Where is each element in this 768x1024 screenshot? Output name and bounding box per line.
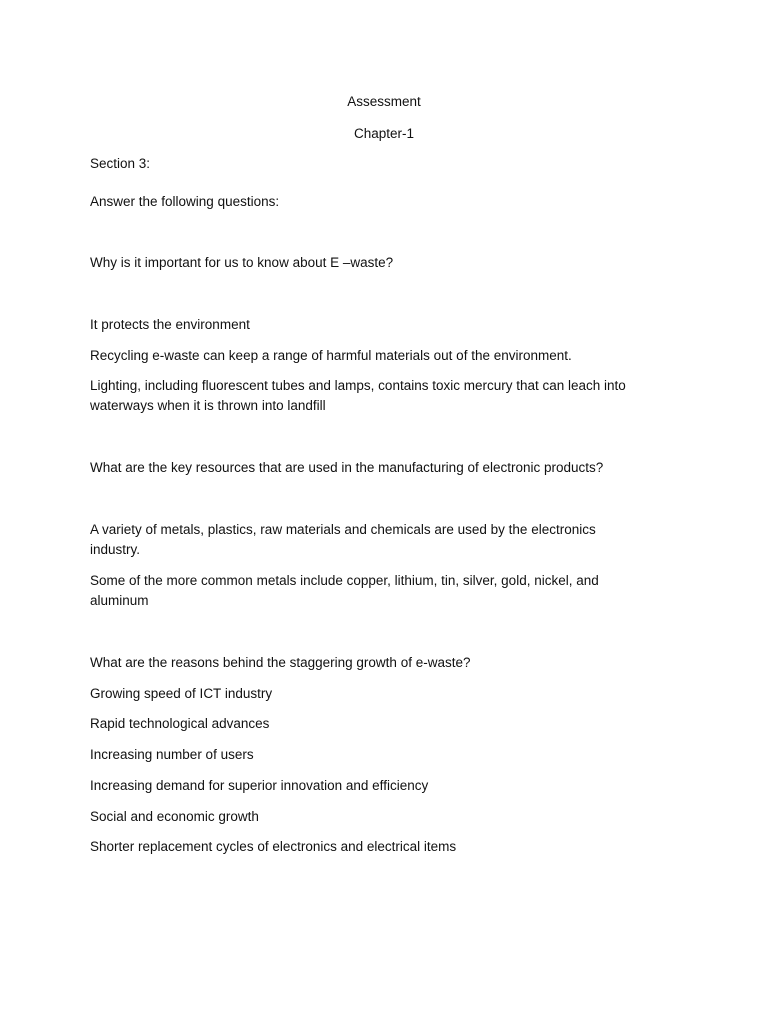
q3-answer-line: Increasing demand for superior innovation and efficiency bbox=[90, 778, 429, 793]
q3-answer-line: Increasing number of users bbox=[90, 747, 254, 762]
q1-answer-line: Recycling e-waste can keep a range of harmful materials out of the environment. bbox=[90, 348, 572, 363]
question-1: Why is it important for us to know about E –waste? bbox=[90, 255, 394, 270]
instruction-text: Answer the following questions: bbox=[90, 194, 280, 209]
q2-answer-line: aluminum bbox=[90, 593, 149, 608]
q3-answer-line: Growing speed of ICT industry bbox=[90, 686, 273, 701]
q3-answer-line: Rapid technological advances bbox=[90, 716, 270, 731]
q2-answer-line: A variety of metals, plastics, raw materials and chemicals are used by the electronics bbox=[90, 522, 596, 537]
q2-answer-line: Some of the more common metals include copper, lithium, tin, silver, gold, nickel, and bbox=[90, 573, 599, 588]
q3-answer-line: Shorter replacement cycles of electronics and electrical items bbox=[90, 839, 457, 854]
q2-answer-line: industry. bbox=[90, 542, 141, 557]
q3-answer-line: Social and economic growth bbox=[90, 809, 259, 824]
question-3: What are the reasons behind the staggering growth of e-waste? bbox=[90, 655, 471, 670]
q1-answer-line: waterways when it is thrown into landfill bbox=[90, 398, 326, 413]
q1-answer-line: It protects the environment bbox=[90, 317, 250, 332]
section-heading: Section 3: bbox=[90, 156, 151, 171]
chapter-heading: Chapter-1 bbox=[353, 126, 415, 141]
question-2: What are the key resources that are used in the manufacturing of electronic products? bbox=[90, 460, 604, 475]
q1-answer-line: Lighting, including fluorescent tubes and lamps, contains toxic mercury that can leach into bbox=[90, 378, 626, 393]
document-title: Assessment bbox=[347, 94, 421, 109]
